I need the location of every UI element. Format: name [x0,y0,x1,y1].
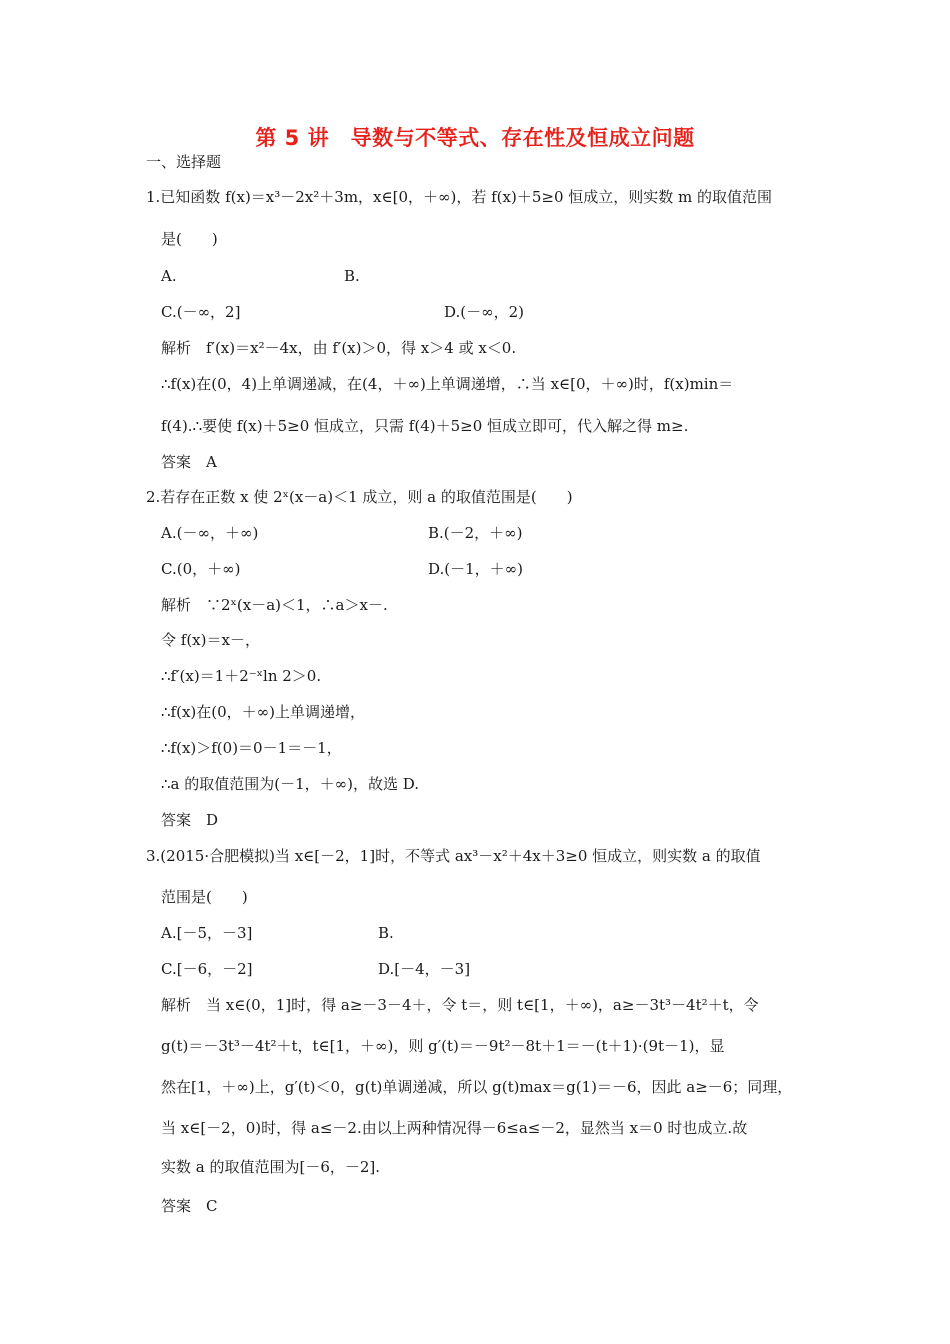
page-title: 第 5 讲 导数与不等式、存在性及恒成立问题 [255,126,695,150]
q3-stem-line1: 3.(2015·合肥模拟)当 x∈[－2，1]时，不等式 ax³－x²＋4x＋3≥0 恒成立，则实数 a 的取值 [146,847,761,865]
q1-option-d: D.(－∞，2) [444,303,525,321]
q3-option-a: A.[－5，－3] [161,924,253,942]
q1-option-a: A. [161,267,177,285]
q1-stem-line1: 1.已知函数 f(x)＝x³－2x²＋3m，x∈[0，＋∞)，若 f(x)＋5≥0 恒成立，则实数 m 的取值范围 [146,188,773,206]
q1-solution-line1: 解析 f′(x)＝x²－4x，由 f′(x)＞0，得 x＞4 或 x＜0. [161,339,517,357]
q3-solution-line2: g(t)＝－3t³－4t²＋t，t∈[1，＋∞)，则 g′(t)＝－9t²－8t＋1＝－(t＋1)·(9t－1)，显 [161,1037,725,1055]
q2-option-b: B.(－2，＋∞) [428,524,523,542]
section-heading: 一、选择题 [146,153,222,171]
q3-option-b: B. [378,924,394,942]
q1-solution-line3: f(4).∴要使 f(x)＋5≥0 恒成立，只需 f(4)＋5≥0 恒成立即可，代入解之得 m≥. [161,417,689,435]
q2-solution-line3: ∴f′(x)＝1＋2⁻ˣln 2＞0. [161,667,322,685]
q2-answer: 答案 D [161,811,219,829]
q3-stem-line2: 范围是( ) [161,888,248,906]
q3-option-d: D.[－4，－3] [378,960,471,978]
q2-solution-line5: ∴f(x)＞f(0)＝0－1＝－1， [161,739,342,757]
q2-stem: 2.若存在正数 x 使 2ˣ(x－a)＜1 成立，则 a 的取值范围是( ) [146,488,573,506]
q3-solution-line5: 实数 a 的取值范围为[－6，－2]. [161,1158,381,1176]
q1-stem-line2: 是( ) [161,230,218,248]
q1-answer: 答案 A [161,453,217,471]
q3-answer: 答案 C [161,1197,218,1215]
q2-solution-line4: ∴f(x)在(0，＋∞)上单调递增， [161,703,366,721]
q1-solution-line2: ∴f(x)在(0，4)上单调递减，在(4，＋∞)上单调递增，∴当 x∈[0，＋∞)时，f(x)min＝ [161,375,734,393]
q1-option-c: C.(－∞，2] [161,303,241,321]
q1-option-b: B. [344,267,360,285]
q2-option-d: D.(－1，＋∞) [428,560,524,578]
q2-option-c: C.(0，＋∞) [161,560,241,578]
q2-solution-line6: ∴a 的取值范围为(－1，＋∞)，故选 D. [161,775,420,793]
q3-solution-line1: 解析 当 x∈(0，1]时，得 a≥－3－4＋，令 t＝，则 t∈[1，＋∞)，a≥－3t³－4t²＋t，令 [161,996,759,1014]
q2-solution-line1: 解析 ∵2ˣ(x－a)＜1，∴a＞x－. [161,596,388,614]
q3-solution-line3: 然在[1，＋∞)上，g′(t)＜0，g(t)单调递减，所以 g(t)max＝g(1)＝－6，因此 a≥－6；同理， [161,1078,793,1096]
q2-option-a: A.(－∞，＋∞) [161,524,259,542]
q3-option-c: C.[－6，－2] [161,960,253,978]
q3-solution-line4: 当 x∈[－2，0)时，得 a≤－2.由以上两种情况得－6≤a≤－2，显然当 x＝0 时也成立.故 [161,1119,748,1137]
q2-solution-line2: 令 f(x)＝x－， [161,631,260,649]
